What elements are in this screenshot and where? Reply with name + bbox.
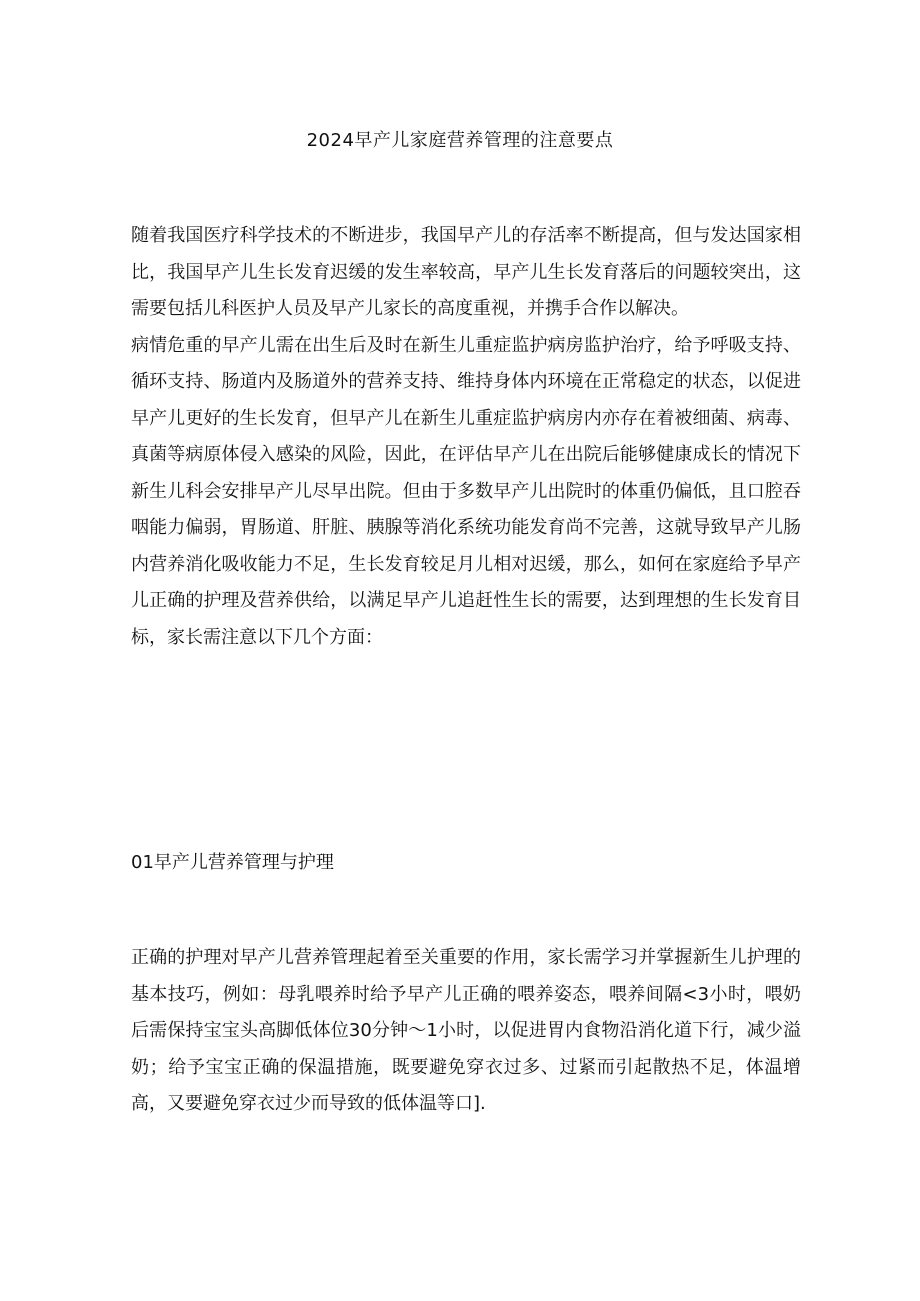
section-1-body bbox=[131, 940, 801, 1123]
intro-paragraph-2: 病情危重的早产儿需在出生后及时在新生儿重症监护病房监护治疗，给予呼吸支持、循环支持、肠道内及肠道外的营养支持、维持身体内环境在正常稳定的状态，以促进早产儿更好的生长发育，但早产儿在新生儿重症监护病房内亦存在着被细菌、病毒、真菌等病原体侵入感染的风险，因此，在评估早产儿在出院后能够健康成长的情况下新生儿科会安排早产儿尽早出院。但由于多数早产儿出院时的体重仍偏低，且口腔吞咽能力偏弱，胃肠道、肝脏、胰腺等消化系统功能发育尚不完善，这就导致早产儿肠内营养消化吸收能力不足，生长发育较足月儿相对迟缓，那么，如何在家庭给予早产儿正确的护理及营养供给，以满足早产儿追赶性生长的需要，达到理想的生长发育目标，家长需注意以下几个方面： bbox=[131, 334, 801, 648]
section-1-paragraph: 正确的护理对早产儿营养管理起着至关重要的作用，家长需学习并掌握新生儿护理的基本技巧，例如：母乳喂养时给予早产儿正确的喂养姿态，喂养间隔<3小时，喂奶后需保持宝宝头高脚低体位30分钟〜1小时，以促进胃内食物沿消化道下行，减少溢奶；给予宝宝正确的保温措施，既要避免穿衣过多、过紧而引起散热不足，体温增高，又要避免穿衣过少而导致的低体温等口]. bbox=[131, 947, 801, 1114]
intro-section bbox=[131, 218, 801, 656]
document-title: 2024早产儿家庭营养管理的注意要点 bbox=[306, 130, 614, 151]
section-1-heading: 01早产儿营养管理与护理 bbox=[131, 852, 334, 873]
intro-paragraph-1: 随着我国医疗科学技术的不断进步，我国早产儿的存活率不断提高，但与发达国家相比，我国早产儿生长发育迟缓的发生率较高，早产儿生长发育落后的问题较突出，这需要包括儿科医护人员及早产儿家长的高度重视，并携手合作以解决。 bbox=[131, 225, 801, 319]
